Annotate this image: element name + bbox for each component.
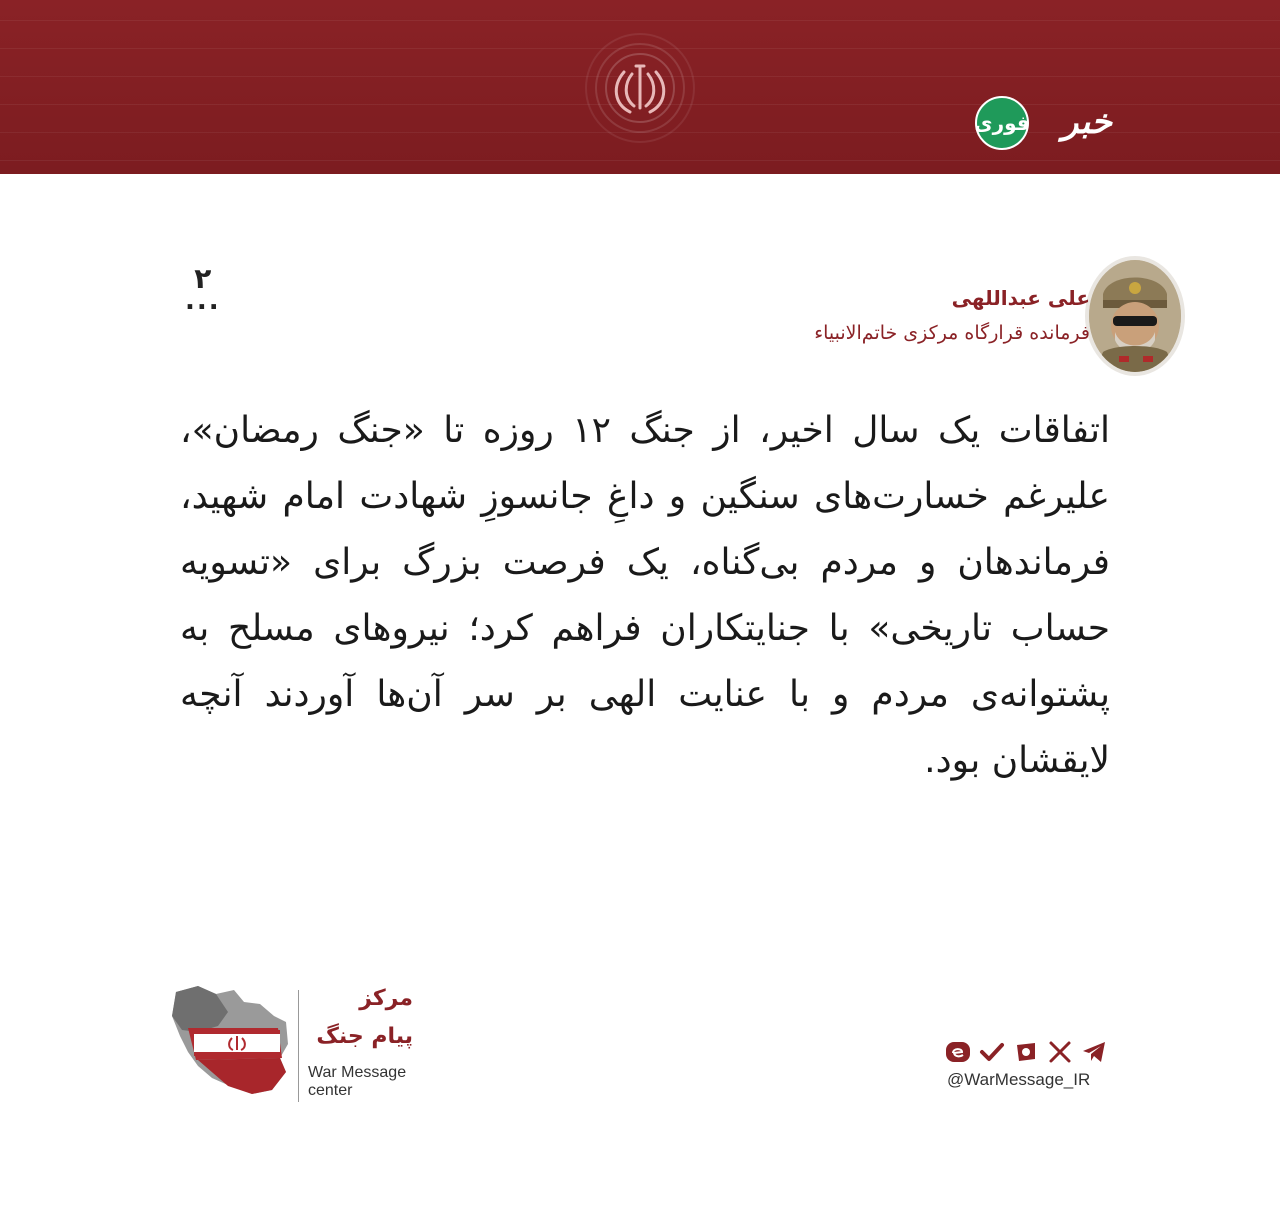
social-handle[interactable]: @WarMessage_IR xyxy=(947,1070,1091,1089)
header-banner xyxy=(0,0,1280,174)
org-name-en-1: War Message xyxy=(308,1064,407,1081)
divider xyxy=(298,990,299,1102)
telegram-icon[interactable] xyxy=(1081,1039,1107,1065)
author-avatar xyxy=(1085,256,1185,376)
org-logo-block xyxy=(168,982,428,1102)
page-number xyxy=(185,262,221,316)
post-body-text: اتفاقات یک سال اخیر، از جنگ ۱۲ روزه تا «جنگ رمضان»، علیرغم خسارت‌های سنگین و داغِ جانسوزِ شهادت امام شهید، فرماندهان و مردم بی‌گناه، یک فرصت بزرگ برای «تسویه حساب تاریخی» با جنایتکاران فراهم کرد؛ نیروهای مسلح به پشتوانه‌ی مردم و با عنایت الهی بر سر آن‌ها آوردند آنچه لایقشان بود. xyxy=(180,410,1110,781)
author-name: علی عبداللهی xyxy=(951,286,1090,310)
eitaa-icon[interactable] xyxy=(945,1039,971,1065)
social-block xyxy=(945,1038,1115,1098)
author-role: فرمانده قرارگاه مرکزی خاتم‌الانبیاء xyxy=(814,322,1090,344)
org-name-fa-2: پیام جنگ xyxy=(316,1024,413,1049)
org-name-fa-1: مرکز xyxy=(359,986,413,1011)
check-icon[interactable] xyxy=(979,1039,1005,1065)
x-icon[interactable] xyxy=(1047,1039,1073,1065)
iran-emblem-icon xyxy=(580,28,700,148)
brand-word: خبر xyxy=(1061,102,1112,142)
page-number-value: ۲ xyxy=(194,262,212,295)
brand-badge xyxy=(975,92,1115,158)
author-profile xyxy=(490,256,1090,376)
org-name-en-2: center xyxy=(308,1082,353,1099)
brand-circle: فوری xyxy=(975,96,1029,150)
ellipsis: ... xyxy=(185,286,221,316)
social-icons xyxy=(945,1038,1110,1066)
rubika-icon[interactable] xyxy=(1013,1039,1039,1065)
iran-map-icon xyxy=(168,982,293,1102)
